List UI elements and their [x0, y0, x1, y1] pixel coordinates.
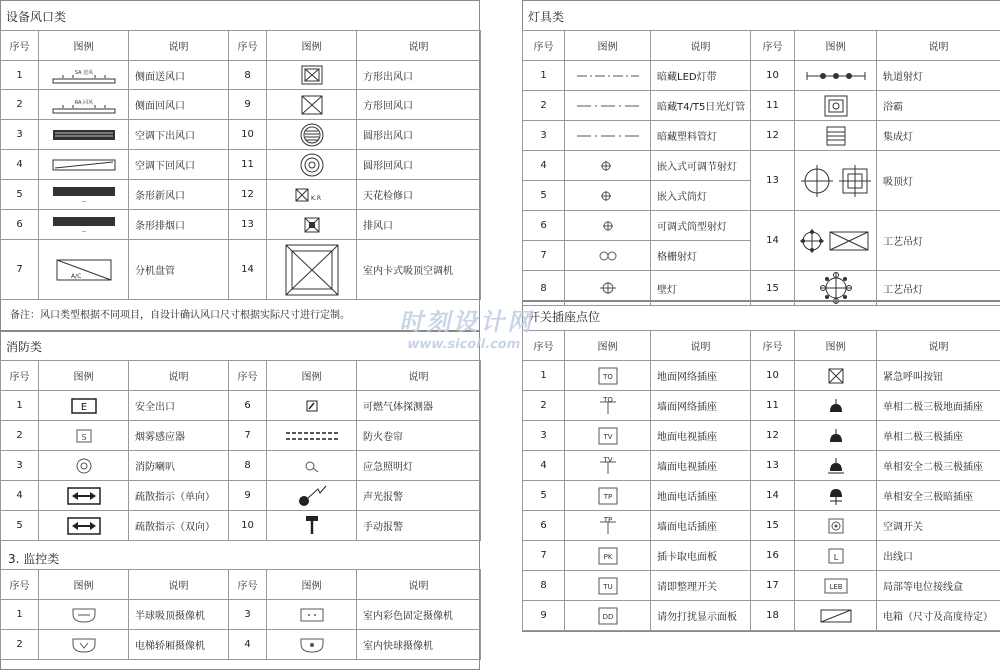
adjustable-spot-icon: [565, 151, 651, 181]
ac-switch-icon: [795, 511, 877, 541]
row-number: 1: [1, 391, 39, 421]
socket-code: TP: [602, 493, 612, 501]
col-header-desc: 说明: [357, 570, 481, 600]
side-return-vent-icon: [39, 90, 129, 120]
table-row: [523, 511, 1000, 541]
col-header-desc: 说明: [877, 31, 1000, 61]
floor-network-socket-icon: [565, 361, 651, 391]
exit-sign-icon: [39, 391, 129, 421]
row-description: 圆形出风口: [357, 120, 481, 150]
exit-sign-label: E: [80, 402, 86, 413]
socket-code: TO: [602, 396, 613, 404]
wall-tv-socket-icon: [565, 451, 651, 481]
row-number: 14: [751, 211, 795, 271]
row-number: 12: [751, 121, 795, 151]
row-number: 2: [1, 630, 39, 660]
row-description: 室内卡式吸顶空调机: [357, 240, 481, 300]
col-header-no: 序号: [1, 361, 39, 391]
row-description: 应急照明灯: [357, 451, 481, 481]
row-description: 烟雾感应器: [129, 421, 229, 451]
row-number: 3: [1, 451, 39, 481]
col-header-no: 序号: [229, 361, 267, 391]
row-description: 暗藏T4/T5日光灯管: [651, 91, 751, 121]
row-number: 1: [1, 600, 39, 630]
side-supply-vent-icon: [39, 61, 129, 90]
col-header-icon: 图例: [795, 331, 877, 361]
socket-code: TP: [602, 516, 612, 524]
row-number: 4: [1, 481, 39, 511]
svg-text:—: —: [81, 199, 86, 205]
table-row: [523, 601, 1000, 631]
row-description: 空调下回风口: [129, 150, 229, 180]
row-description: 轨道射灯: [877, 61, 1000, 91]
outlet-box-icon: [795, 541, 877, 571]
table-row: [1, 391, 481, 421]
socket-code: DD: [602, 613, 613, 621]
evac-two-way-icon: [39, 511, 129, 541]
pendant-lamp-icon: [795, 211, 877, 271]
row-number: 15: [751, 271, 795, 306]
row-number: 4: [1, 150, 39, 180]
plastic-tube-icon: [565, 121, 651, 151]
bottom-out-vent-icon: [39, 120, 129, 150]
col-header-icon: 图例: [565, 31, 651, 61]
row-number: 10: [229, 120, 267, 150]
table-row: [1, 61, 481, 90]
row-description: 壁灯: [651, 271, 751, 306]
row-description: 条形排烟口: [129, 210, 229, 240]
table-row: [523, 391, 1000, 421]
col-header-no: 序号: [751, 331, 795, 361]
floor-socket-icon: [795, 391, 877, 421]
fire-title: 消防类: [6, 338, 42, 355]
row-description: 分机盘管: [129, 240, 229, 300]
row-number: 10: [751, 361, 795, 391]
fan-coil-icon: [39, 240, 129, 300]
row-description: 地面网络插座: [651, 361, 751, 391]
side-return-label: RA 回风: [74, 99, 92, 106]
table-row: [1, 180, 481, 210]
row-number: 8: [229, 451, 267, 481]
row-number: 6: [523, 511, 565, 541]
col-header-desc: 说明: [357, 361, 481, 391]
col-header-desc: 说明: [129, 361, 229, 391]
t5-tube-icon: [565, 91, 651, 121]
smoke-sensor-label: S: [81, 433, 86, 442]
bottom-return-vent-icon: [39, 150, 129, 180]
row-number: 1: [523, 361, 565, 391]
row-number: 1: [523, 61, 565, 91]
row-description: 局部等电位接线盒: [877, 571, 1000, 601]
col-header-no: 序号: [229, 31, 267, 61]
row-number: 2: [1, 90, 39, 120]
col-header-desc: 说明: [357, 31, 481, 61]
row-description: 紧急呼叫按钮: [877, 361, 1000, 391]
col-header-no: 序号: [523, 331, 565, 361]
row-description: 消防喇叭: [129, 451, 229, 481]
col-header-no: 序号: [523, 31, 565, 61]
table-row: [523, 541, 1000, 571]
col-header-no: 序号: [229, 570, 267, 600]
row-description: 单相安全三极暗插座: [877, 481, 1000, 511]
speed-dome-camera-icon: [267, 630, 357, 660]
fire-table: [0, 360, 481, 541]
table-row: [523, 151, 1000, 181]
table-header-row: [523, 31, 1000, 61]
row-number: 4: [523, 451, 565, 481]
row-number: 8: [523, 571, 565, 601]
row-number: 2: [1, 421, 39, 451]
row-number: 1: [1, 61, 39, 90]
ceiling-lamp-icon: [795, 151, 877, 211]
fan-coil-label: A/C: [71, 273, 81, 280]
row-number: 10: [229, 511, 267, 541]
table-row: [1, 600, 481, 630]
row-number: 10: [751, 61, 795, 91]
table-row: [523, 481, 1000, 511]
table-row: [1, 120, 481, 150]
row-description: 单相安全二极三极插座: [877, 451, 1000, 481]
row-description: 空调下出风口: [129, 120, 229, 150]
downlight-icon: [565, 181, 651, 211]
adjustable-tube-spot-icon: [565, 211, 651, 241]
round-return-vent-icon: [267, 150, 357, 180]
table-row: [523, 421, 1000, 451]
row-number: 2: [523, 391, 565, 421]
row-description: 方形出风口: [357, 61, 481, 90]
strip-smoke-vent-icon: [39, 210, 129, 240]
row-description: 空调开关: [877, 511, 1000, 541]
row-number: 17: [751, 571, 795, 601]
col-header-icon: 图例: [267, 31, 357, 61]
row-description: 排风口: [357, 210, 481, 240]
outlet-box-label: L: [833, 553, 838, 562]
row-number: 7: [523, 241, 565, 271]
col-header-desc: 说明: [651, 331, 751, 361]
row-description: 安全出口: [129, 391, 229, 421]
dome-camera-icon: [39, 600, 129, 630]
cassette-ac-icon: [267, 240, 357, 300]
row-number: 5: [1, 180, 39, 210]
row-number: 15: [751, 511, 795, 541]
table-row: [523, 61, 1000, 91]
row-description: 暗藏LED灯带: [651, 61, 751, 91]
row-number: 14: [229, 240, 267, 300]
grille-spot-icon: [565, 241, 651, 271]
table-row: [523, 571, 1000, 601]
row-number: 6: [229, 391, 267, 421]
row-description: 插卡取电面板: [651, 541, 751, 571]
row-description: 半球吸顶摄像机: [129, 600, 229, 630]
integrated-light-icon: [795, 121, 877, 151]
row-description: 疏散指示（单向）: [129, 481, 229, 511]
hidden-socket-icon: [795, 481, 877, 511]
col-header-no: 序号: [1, 31, 39, 61]
row-description: 请勿打扰显示面板: [651, 601, 751, 631]
row-description: 单相二极三极地面插座: [877, 391, 1000, 421]
bath-heater-icon: [795, 91, 877, 121]
side-supply-label: SA 送风: [74, 69, 92, 76]
exhaust-vent-icon: [267, 210, 357, 240]
row-number: 5: [1, 511, 39, 541]
row-number: 6: [523, 211, 565, 241]
row-number: 11: [751, 91, 795, 121]
row-number: 8: [523, 271, 565, 306]
table-header-row: [523, 331, 1000, 361]
socket-code: TV: [602, 433, 612, 441]
track-spot-icon: [795, 61, 877, 91]
watermark: [395, 302, 541, 352]
table-row: [1, 451, 481, 481]
row-description: 电梯轿厢摄像机: [129, 630, 229, 660]
col-header-icon: 图例: [565, 331, 651, 361]
row-description: 方形回风口: [357, 90, 481, 120]
leb-box-label: LEB: [829, 583, 842, 591]
row-description: 天花检修口: [357, 180, 481, 210]
row-description: 侧面回风口: [129, 90, 229, 120]
table-row: [1, 150, 481, 180]
row-number: 7: [229, 421, 267, 451]
row-number: 4: [523, 151, 565, 181]
monitor-title: 3. 监控类: [8, 550, 59, 567]
row-number: 12: [229, 180, 267, 210]
fire-shutter-icon: [267, 421, 357, 451]
table-row: [523, 361, 1000, 391]
vents-title: 设备风口类: [6, 8, 66, 25]
col-header-desc: 说明: [129, 31, 229, 61]
row-description: 地面电视插座: [651, 421, 751, 451]
row-description: 嵌入式筒灯: [651, 181, 751, 211]
col-header-icon: 图例: [39, 361, 129, 391]
row-number: 13: [751, 451, 795, 481]
socket-code: TU: [602, 583, 612, 591]
row-description: 吸顶灯: [877, 151, 1000, 211]
row-description: 请即整理开关: [651, 571, 751, 601]
strip-fresh-vent-icon: [39, 180, 129, 210]
row-number: 9: [229, 90, 267, 120]
row-number: 16: [751, 541, 795, 571]
wall-phone-socket-icon: [565, 511, 651, 541]
row-number: 7: [523, 541, 565, 571]
row-number: 3: [523, 121, 565, 151]
sockets-table: [522, 330, 1000, 631]
wall-network-socket-icon: [565, 391, 651, 421]
row-description: 工艺吊灯: [877, 211, 1000, 271]
row-number: 8: [229, 61, 267, 90]
table-row: [1, 481, 481, 511]
col-header-no: 序号: [1, 570, 39, 600]
row-description: 浴霸: [877, 91, 1000, 121]
sound-light-alarm-icon: [267, 481, 357, 511]
ceiling-access-label: K.R: [311, 195, 321, 202]
row-description: 暗藏塑料管灯: [651, 121, 751, 151]
table-row: [523, 121, 1000, 151]
vents-note: 备注：风口类型根据不同项目，自设计确认风口尺寸根据实际尺寸进行定制。: [10, 306, 350, 321]
row-description: 集成灯: [877, 121, 1000, 151]
emergency-call-icon: [795, 361, 877, 391]
row-description: 电箱（尺寸及高度待定）: [877, 601, 1000, 631]
row-description: 室内彩色固定摄像机: [357, 600, 481, 630]
row-number: 9: [523, 601, 565, 631]
row-number: 14: [751, 481, 795, 511]
table-header-row: [1, 570, 481, 600]
row-description: 侧面送风口: [129, 61, 229, 90]
table-row: [1, 421, 481, 451]
row-number: 12: [751, 421, 795, 451]
row-description: 嵌入式可调节射灯: [651, 151, 751, 181]
lights-table: [522, 30, 1000, 306]
col-header-desc: 说明: [651, 31, 751, 61]
row-description: 墙面电视插座: [651, 451, 751, 481]
floor-phone-socket-icon: [565, 481, 651, 511]
table-row: [523, 211, 1000, 241]
row-description: 声光报警: [357, 481, 481, 511]
row-description: 墙面电话插座: [651, 511, 751, 541]
gas-detector-icon: [267, 391, 357, 421]
row-description: 室内快球摄像机: [357, 630, 481, 660]
ceiling-access-icon: [267, 180, 357, 210]
row-description: 疏散指示（双向）: [129, 511, 229, 541]
col-header-no: 序号: [751, 31, 795, 61]
sockets-title: 开关插座点位: [528, 308, 600, 325]
row-number: 3: [229, 600, 267, 630]
smoke-sensor-icon: [39, 421, 129, 451]
table-row: [1, 240, 481, 300]
row-description: 防火卷帘: [357, 421, 481, 451]
col-header-desc: 说明: [877, 331, 1000, 361]
dnd-panel-icon: [565, 601, 651, 631]
row-number: 4: [229, 630, 267, 660]
row-number: 6: [1, 210, 39, 240]
card-power-panel-icon: [565, 541, 651, 571]
table-header-row: [1, 361, 481, 391]
row-description: 格栅射灯: [651, 241, 751, 271]
col-header-icon: 图例: [39, 31, 129, 61]
socket-icon: [795, 421, 877, 451]
table-row: [523, 91, 1000, 121]
col-header-desc: 说明: [129, 570, 229, 600]
fixed-camera-icon: [267, 600, 357, 630]
socket-code: TO: [602, 373, 613, 381]
row-description: 墙面网络插座: [651, 391, 751, 421]
vents-table: [0, 30, 481, 300]
table-row: [1, 511, 481, 541]
table-header-row: [1, 31, 481, 61]
svg-text:—: —: [81, 229, 86, 235]
emergency-light-icon: [267, 451, 357, 481]
row-description: 条形新风口: [129, 180, 229, 210]
row-description: 圆形回风口: [357, 150, 481, 180]
col-header-icon: 图例: [39, 570, 129, 600]
row-number: 5: [523, 181, 565, 211]
col-header-icon: 图例: [267, 570, 357, 600]
leb-box-icon: [795, 571, 877, 601]
monitor-table: [0, 569, 481, 660]
lights-title: 灯具类: [528, 8, 564, 25]
safety-socket-icon: [795, 451, 877, 481]
watermark-url: www.sicoll.com: [395, 337, 533, 352]
square-out-vent-icon: [267, 61, 357, 90]
elevator-camera-icon: [39, 630, 129, 660]
square-return-vent-icon: [267, 90, 357, 120]
socket-code: PK: [603, 553, 612, 561]
row-number: 11: [751, 391, 795, 421]
watermark-text: 时刻设计网: [398, 302, 540, 337]
led-strip-icon: [565, 61, 651, 91]
row-number: 3: [1, 120, 39, 150]
row-number: 11: [229, 150, 267, 180]
row-number: 13: [229, 210, 267, 240]
row-number: 7: [1, 240, 39, 300]
row-number: 2: [523, 91, 565, 121]
row-number: 13: [751, 151, 795, 211]
col-header-icon: 图例: [795, 31, 877, 61]
manual-alarm-icon: [267, 511, 357, 541]
row-description: 可燃气体探测器: [357, 391, 481, 421]
row-description: 可调式筒型射灯: [651, 211, 751, 241]
col-header-icon: 图例: [267, 361, 357, 391]
row-number: 5: [523, 481, 565, 511]
row-description: 手动报警: [357, 511, 481, 541]
tidy-room-switch-icon: [565, 571, 651, 601]
row-description: 工艺吊灯: [877, 271, 1000, 306]
table-row: [1, 90, 481, 120]
row-description: 单相二极三极插座: [877, 421, 1000, 451]
table-row: [1, 630, 481, 660]
row-description: 出线口: [877, 541, 1000, 571]
row-number: 3: [523, 421, 565, 451]
round-out-vent-icon: [267, 120, 357, 150]
floor-tv-socket-icon: [565, 421, 651, 451]
electric-box-icon: [795, 601, 877, 631]
row-number: 9: [229, 481, 267, 511]
row-description: 地面电话插座: [651, 481, 751, 511]
row-number: 18: [751, 601, 795, 631]
socket-code: TV: [602, 456, 612, 464]
evac-one-way-icon: [39, 481, 129, 511]
table-row: [523, 451, 1000, 481]
table-row: [1, 210, 481, 240]
fire-speaker-icon: [39, 451, 129, 481]
